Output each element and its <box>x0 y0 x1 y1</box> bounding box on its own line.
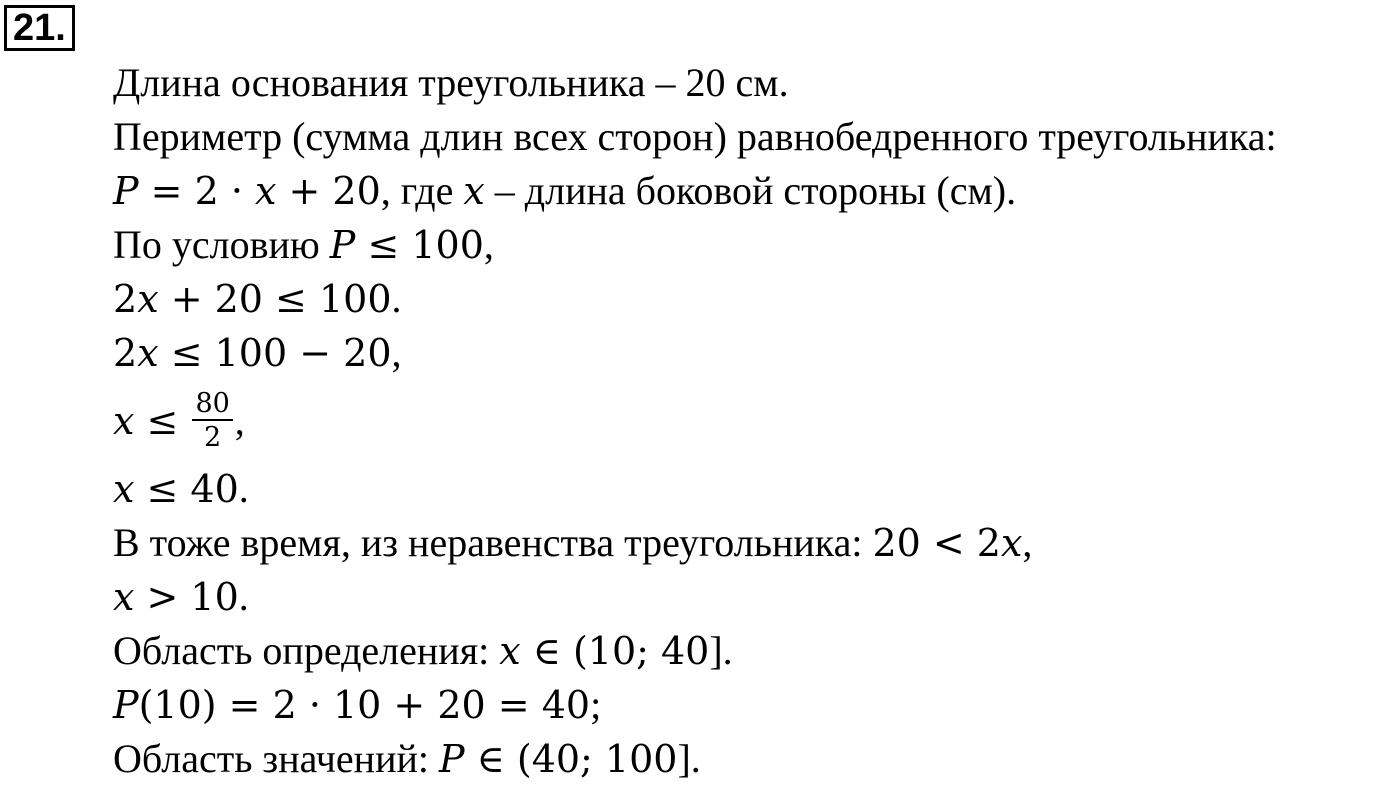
math-variable: x <box>499 629 521 673</box>
line-text: – длина боковой стороны (см). <box>484 168 1017 213</box>
math-variable: x <box>113 399 135 443</box>
fraction-denominator: 2 <box>204 422 222 454</box>
line-inequality-fraction <box>113 380 1398 462</box>
fraction-numerator: 80 <box>192 390 232 421</box>
math-expression: ≤ <box>134 399 191 443</box>
math-expression: ≤ 40 <box>134 467 239 511</box>
line-condition <box>113 218 1398 272</box>
line-range <box>113 732 1398 786</box>
line-domain <box>113 624 1398 678</box>
punctuation: . <box>391 276 402 321</box>
punctuation: , <box>234 398 245 443</box>
math-expression: ≤ 100 <box>355 223 484 267</box>
math-expression: (10) = 2 · 10 + 20 = 40 <box>138 683 591 727</box>
math-variable: x <box>137 277 159 321</box>
math-expression: 2 <box>113 277 138 321</box>
line-perimeter-at-10 <box>113 678 1398 732</box>
math-expression: ≤ 100 − 20 <box>158 331 392 375</box>
math-variable: x <box>1000 521 1023 565</box>
line-text: По условию <box>113 222 330 267</box>
line-text: Область определения: <box>113 628 500 673</box>
punctuation: , <box>483 222 494 267</box>
math-expression: 20 < 2 <box>872 521 1001 565</box>
line-inequality-result <box>113 462 1398 516</box>
punctuation: ]. <box>709 628 733 673</box>
math-variable: P <box>329 223 356 267</box>
math-variable: P <box>113 683 139 727</box>
line-triangle-inequality <box>113 516 1398 570</box>
line-inequality-2 <box>113 326 1398 380</box>
solution-text <box>113 56 1398 786</box>
punctuation: ; <box>590 682 602 727</box>
line-perimeter-formula <box>113 164 1398 218</box>
punctuation: . <box>238 574 249 619</box>
punctuation: , <box>391 330 402 375</box>
line-perimeter-definition <box>113 110 1398 164</box>
line-text: Длина основания треугольника – 20 см. <box>113 60 789 105</box>
line-text: Область значений: <box>113 736 439 781</box>
math-expression: + 20 <box>276 169 381 213</box>
math-expression: ∈ (40; 100 <box>464 737 678 781</box>
line-text: , где <box>380 168 464 213</box>
math-expression: 2 <box>113 331 138 375</box>
math-variable: x <box>113 575 135 619</box>
math-expression: ∈ (10; 40 <box>520 629 710 673</box>
math-variable: x <box>113 467 135 511</box>
punctuation: ]. <box>677 736 701 781</box>
fraction <box>192 388 232 454</box>
line-text: В тоже время, из неравенства треугольника: <box>113 520 873 565</box>
math-variable: P <box>439 737 465 781</box>
problem-number: 21. <box>4 5 75 51</box>
math-variable: x <box>255 169 277 213</box>
punctuation: , <box>1022 520 1033 565</box>
math-expression: + 20 ≤ 100 <box>158 277 392 321</box>
math-variable: P <box>113 169 139 213</box>
math-variable: x <box>137 331 159 375</box>
math-expression: > 10 <box>134 575 239 619</box>
punctuation: . <box>238 466 249 511</box>
line-text: Периметр (сумма длин всех сторон) равнобедренного треугольника: <box>113 114 1277 159</box>
line-lower-bound <box>113 570 1398 624</box>
math-variable: x <box>463 169 485 213</box>
line-inequality-1 <box>113 272 1398 326</box>
line-base-length <box>113 56 1398 110</box>
math-expression: = 2 · <box>138 169 255 213</box>
